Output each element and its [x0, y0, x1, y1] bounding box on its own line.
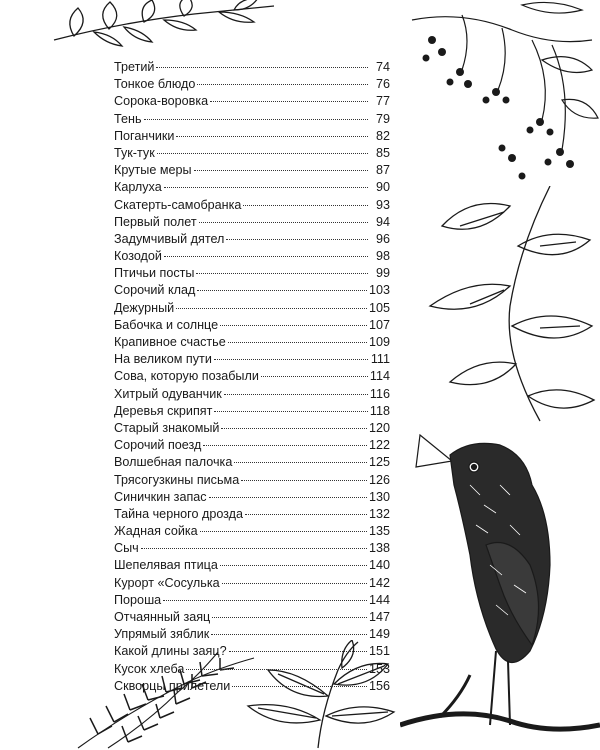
leader-dots [144, 118, 368, 120]
toc-entry-title: Третий [114, 60, 155, 74]
toc-entry-title: Бабочка и солнце [114, 317, 219, 332]
toc-entry-title: Старый знакомый [114, 420, 220, 435]
toc-entry-page: 79 [375, 111, 390, 126]
table-of-contents [114, 59, 390, 695]
leader-dots [164, 186, 368, 188]
toc-entry-page: 76 [375, 77, 390, 92]
toc-entry-title: Хитрый одуванчик [114, 386, 222, 401]
starling-bird-icon [400, 425, 600, 750]
toc-entry-title: Сорочий клад [114, 283, 196, 298]
leader-dots [221, 427, 367, 429]
toc-entry [114, 214, 390, 231]
toc-entry [114, 265, 390, 282]
toc-entry [114, 351, 390, 368]
leader-dots [228, 341, 367, 343]
toc-entry-title: Тень [114, 111, 142, 126]
toc-entry [114, 334, 390, 351]
leader-dots [211, 633, 367, 635]
toc-entry-page: 142 [368, 575, 390, 590]
toc-entry-title: Трясогузкины письма [114, 472, 240, 487]
toc-entry-page: 135 [368, 524, 390, 539]
toc-entry-page: 125 [368, 455, 390, 470]
toc-entry-title: Скатерть-самобранка [114, 197, 242, 212]
leader-dots [200, 530, 367, 532]
toc-entry-page: 107 [368, 317, 390, 332]
toc-entry-title: Птичьи посты [114, 266, 195, 281]
toc-entry-page: 74 [375, 60, 390, 74]
leader-dots [203, 444, 367, 446]
toc-entry-title: Сорочий поезд [114, 438, 202, 453]
leader-dots [156, 66, 368, 68]
leader-dots [197, 83, 368, 85]
toc-entry-title: Шепелявая птица [114, 558, 218, 573]
toc-entry-page: 111 [370, 352, 390, 367]
toc-entry-title: Кусок хлеба [114, 661, 185, 676]
leader-dots [229, 650, 367, 652]
toc-entry-title: Деревья скрипят [114, 403, 213, 418]
toc-entry-page: 144 [368, 592, 390, 607]
toc-entry-title: Тук-тук [114, 145, 155, 160]
leader-dots [212, 616, 367, 618]
leader-dots [164, 255, 368, 257]
toc-entry-title: Тайна черного дрозда [114, 506, 244, 521]
toc-entry [114, 643, 390, 660]
toc-entry-page: 82 [375, 128, 390, 143]
leader-dots [196, 272, 368, 274]
leader-dots [243, 204, 368, 206]
toc-entry-title: Пороша [114, 592, 162, 607]
toc-entry-page: 94 [375, 214, 390, 229]
toc-entry-page: 105 [368, 300, 390, 315]
toc-entry-title: Сыч [114, 541, 139, 556]
leader-dots [220, 324, 367, 326]
toc-entry-page: 153 [368, 661, 390, 676]
toc-entry [114, 575, 390, 592]
toc-entry-title: Дежурный [114, 300, 175, 315]
toc-entry [114, 557, 390, 574]
toc-entry-page: 98 [375, 249, 390, 264]
leafy-vine-icon [400, 186, 600, 426]
toc-entry-title: Тонкое блюдо [114, 77, 196, 92]
toc-entry-title: Сорока-воровка [114, 94, 209, 109]
toc-entry-page: 130 [368, 489, 390, 504]
toc-entry-title: Задумчивый дятел [114, 231, 225, 246]
flowering-branch-icon [402, 0, 600, 200]
toc-entry-title: Упрямый зяблик [114, 627, 210, 642]
toc-entry [114, 231, 390, 248]
leader-dots [163, 599, 367, 601]
toc-entry [114, 454, 390, 471]
toc-entry [114, 368, 390, 385]
toc-entry [114, 59, 390, 76]
toc-entry-page: 122 [368, 438, 390, 453]
leader-dots [194, 169, 368, 171]
toc-entry [114, 248, 390, 265]
toc-entry [114, 437, 390, 454]
toc-entry [114, 93, 390, 110]
toc-entry [114, 592, 390, 609]
toc-entry-page: 85 [375, 145, 390, 160]
toc-entry [114, 197, 390, 214]
toc-entry-title: Синичкин запас [114, 489, 207, 504]
toc-entry [114, 76, 390, 93]
toc-entry-page: 149 [368, 627, 390, 642]
leader-dots [176, 135, 368, 137]
leader-dots [214, 358, 368, 360]
toc-entry [114, 179, 390, 196]
toc-entry [114, 111, 390, 128]
toc-entry-page: 90 [375, 180, 390, 195]
toc-entry-title: Крутые меры [114, 163, 192, 178]
toc-entry [114, 282, 390, 299]
leader-dots [176, 307, 367, 309]
toc-entry-page: 114 [369, 369, 390, 384]
leader-dots [222, 582, 367, 584]
toc-entry [114, 661, 390, 678]
leader-dots [157, 152, 368, 154]
leader-dots [141, 547, 367, 549]
leader-dots [232, 685, 367, 687]
toc-entry-page: 126 [368, 472, 390, 487]
leader-dots [209, 496, 367, 498]
toc-entry-page: 120 [368, 420, 390, 435]
toc-entry-title: Жадная сойка [114, 524, 198, 539]
toc-entry [114, 626, 390, 643]
toc-entry-title: Карлуха [114, 180, 162, 195]
toc-entry [114, 128, 390, 145]
toc-entry-title: Сова, которую позабыли [114, 369, 259, 384]
toc-entry-page: 103 [368, 283, 390, 298]
toc-entry [114, 472, 390, 489]
toc-entry-page: 99 [375, 266, 390, 281]
toc-entry [114, 609, 390, 626]
toc-entry-title: Крапивное счастье [114, 335, 226, 349]
toc-entry-page: 156 [368, 678, 390, 693]
toc-entry [114, 420, 390, 437]
toc-entry-title: Первый полет [114, 214, 197, 229]
leader-dots [224, 393, 368, 395]
toc-entry [114, 317, 390, 334]
toc-entry [114, 506, 390, 523]
toc-entry-page: 118 [369, 403, 390, 418]
toc-entry [114, 523, 390, 540]
leader-dots [197, 289, 367, 291]
toc-entry [114, 403, 390, 420]
leader-dots [241, 479, 367, 481]
toc-entry-page: 87 [375, 163, 390, 178]
toc-entry [114, 489, 390, 506]
toc-entry [114, 678, 390, 695]
toc-entry-title: На великом пути [114, 352, 212, 367]
toc-entry-title: Курорт «Сосулька [114, 575, 220, 590]
toc-entry-page: 151 [368, 644, 390, 659]
leader-dots [214, 410, 368, 412]
toc-entry-title: Отчаянный заяц [114, 610, 211, 624]
leader-dots [245, 513, 367, 515]
toc-entry-title: Поганчики [114, 128, 175, 143]
toc-entry-page: 77 [375, 94, 390, 109]
leader-dots [234, 461, 367, 463]
toc-entry-page: 147 [368, 610, 390, 624]
toc-entry-page: 132 [368, 506, 390, 521]
toc-entry-title: Скворцы прилетели [114, 678, 231, 693]
toc-entry [114, 540, 390, 557]
toc-entry-title: Волшебная палочка [114, 455, 233, 470]
leader-dots [210, 100, 368, 102]
toc-entry [114, 300, 390, 317]
leader-dots [186, 668, 367, 670]
toc-entry-title: Какой длины заяц? [114, 644, 227, 659]
toc-entry-page: 138 [368, 541, 390, 556]
leader-dots [226, 238, 368, 240]
toc-entry [114, 386, 390, 403]
toc-entry [114, 145, 390, 162]
toc-entry-page: 140 [368, 558, 390, 573]
toc-entry [114, 162, 390, 179]
toc-entry-title: Козодой [114, 249, 162, 264]
toc-entry-page: 93 [375, 197, 390, 212]
leader-dots [199, 221, 368, 223]
leader-dots [261, 375, 368, 377]
toc-entry-page: 116 [369, 386, 390, 401]
toc-entry-page: 96 [375, 231, 390, 246]
toc-entry-page: 109 [368, 335, 390, 349]
leader-dots [220, 564, 367, 566]
leafy-branch-icon [34, 0, 284, 50]
